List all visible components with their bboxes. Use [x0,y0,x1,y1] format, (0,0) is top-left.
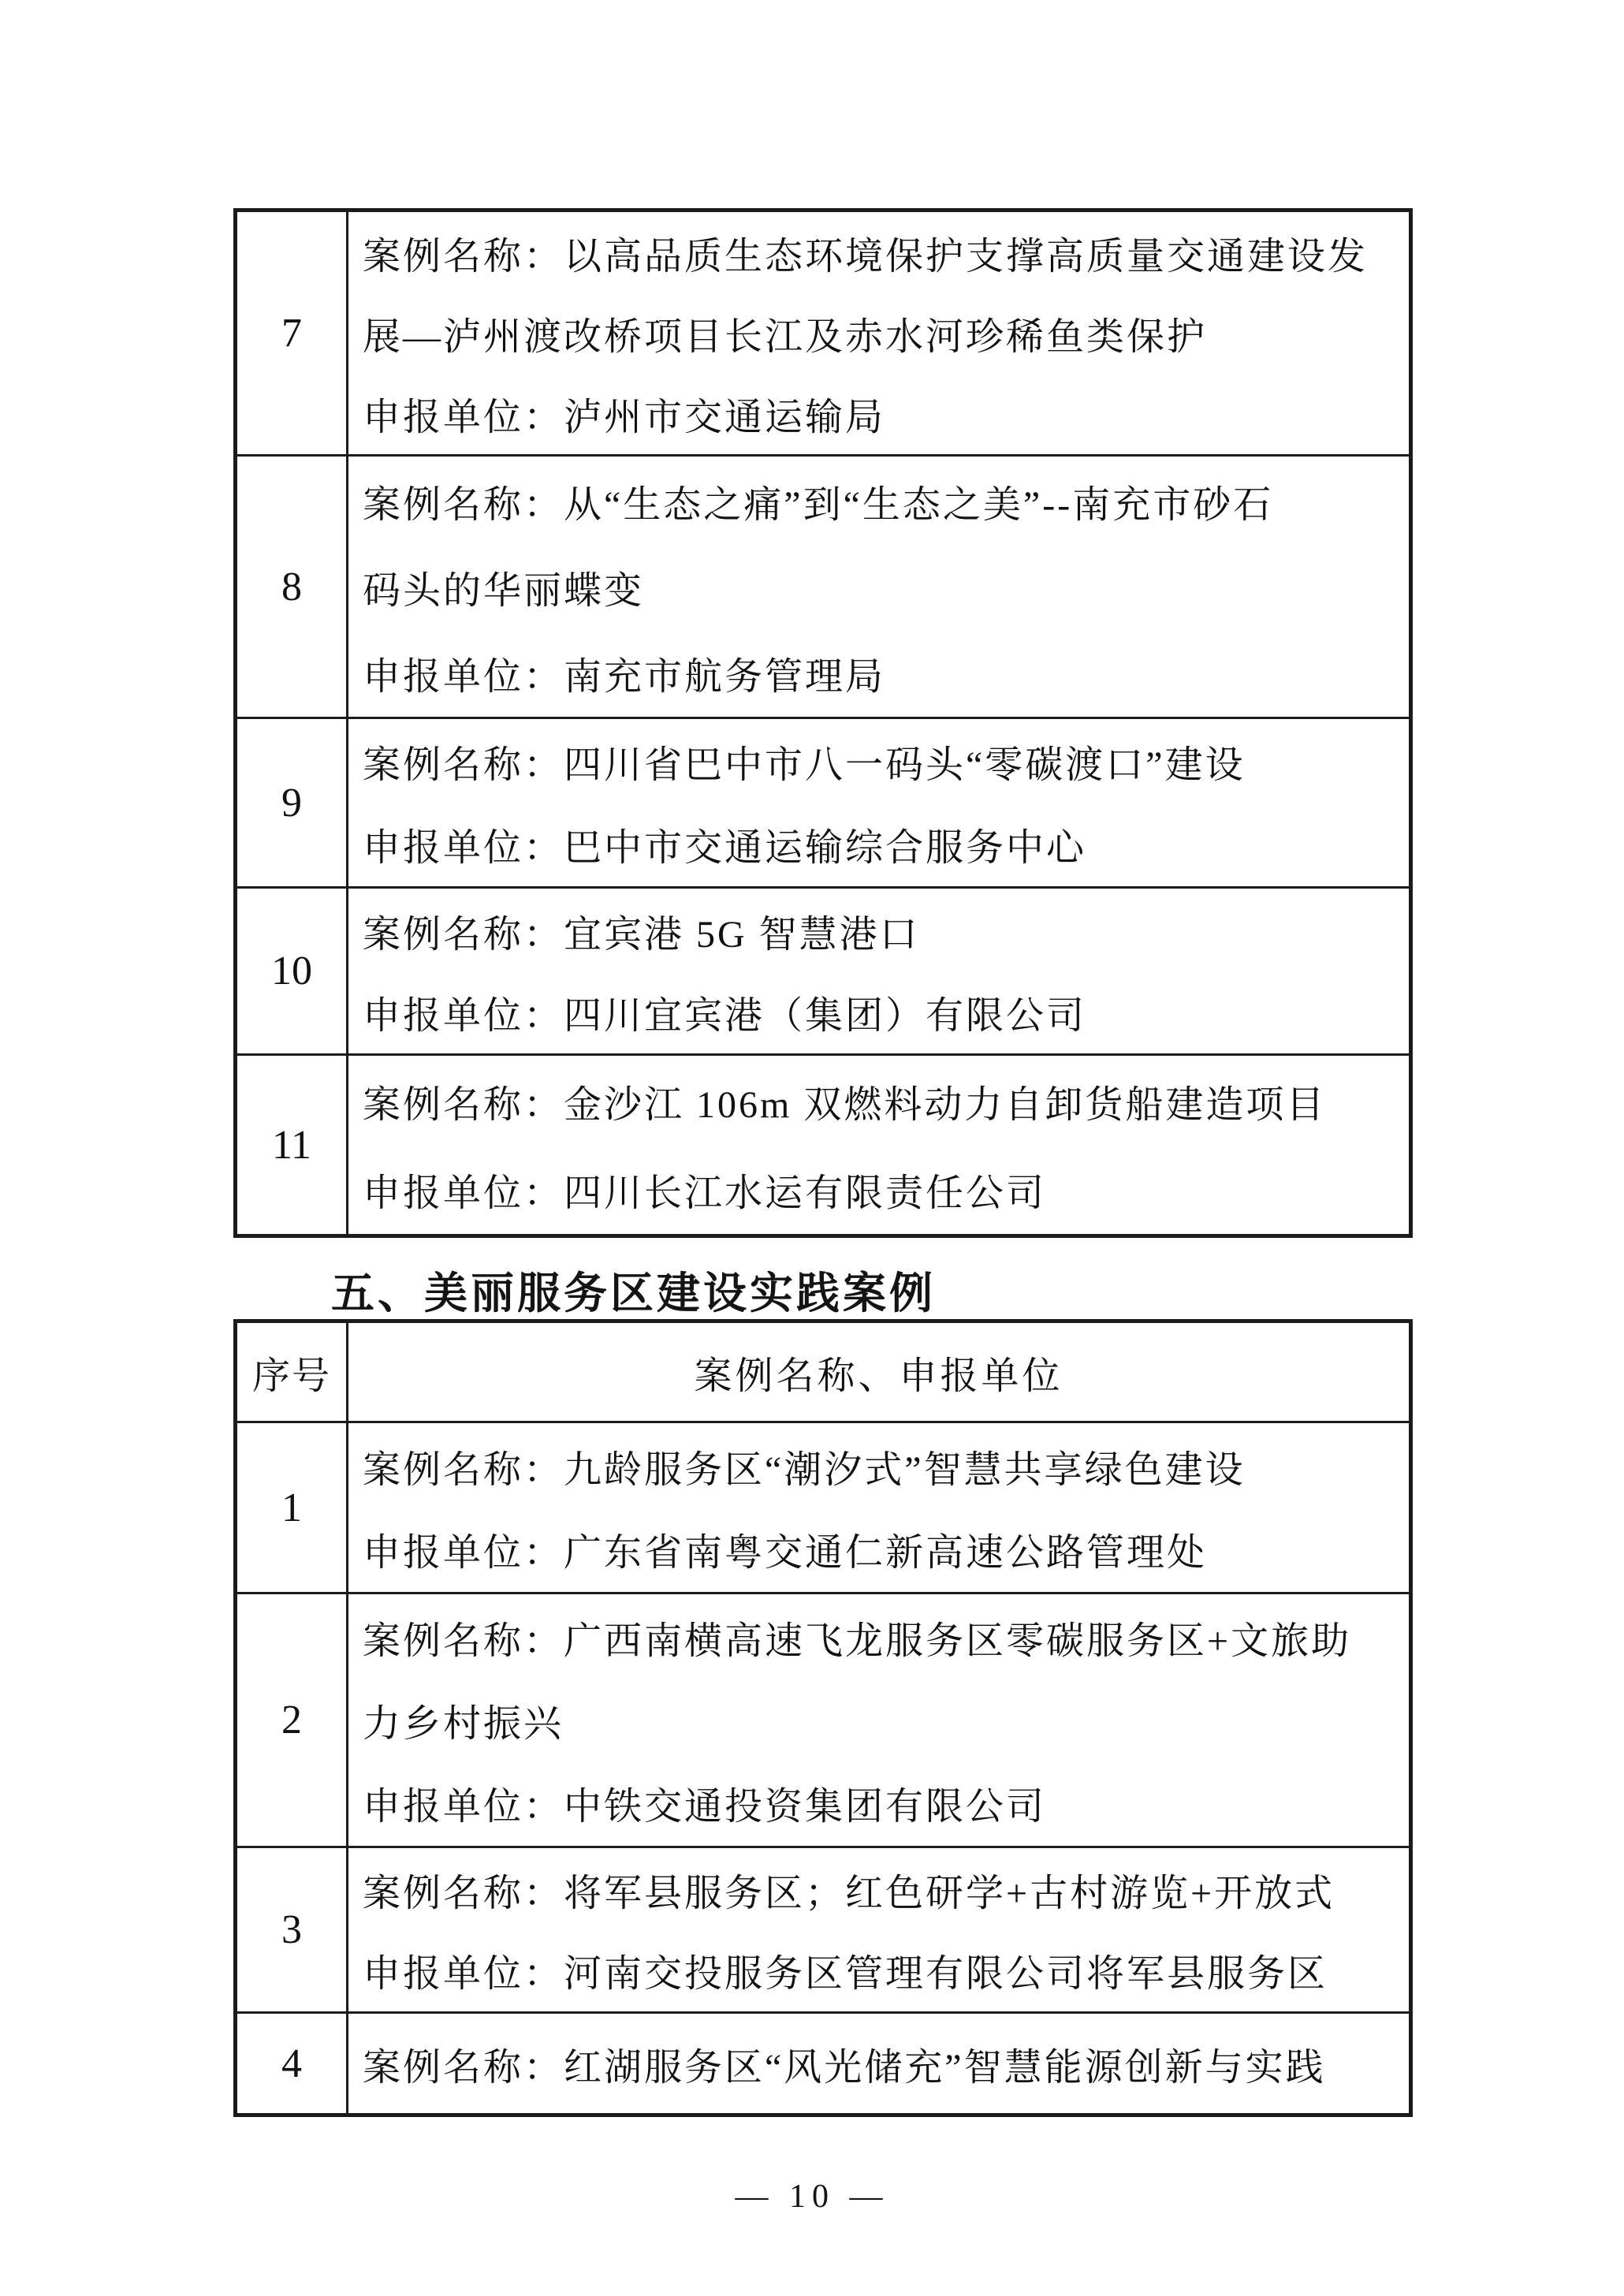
service-area-cases-table [233,1319,1413,2117]
case-text-line: 案例名称：从“生态之痛”到“生态之美”--南充市砂石 [363,483,1274,526]
case-text-line: 申报单位：河南交投服务区管理有限公司将军县服务区 [363,1953,1328,1995]
case-content-cell [348,211,1411,456]
case-number-cell: 7 [236,211,348,456]
case-number-cell: 11 [236,1055,348,1236]
section-heading: 五、美丽服务区建设实践案例 [331,1269,937,1318]
case-content-cell [348,718,1411,888]
case-text-line: 案例名称：将军县服务区；红色研学+古村游览+开放式 [363,1873,1335,1914]
table-row [236,1847,1411,2013]
case-text-block [348,1425,1409,1591]
case-content-cell [348,888,1411,1055]
case-text-line: 案例名称：九龄服务区“潮汐式”智慧共享绿色建设 [363,1448,1246,1491]
table-header-row [236,1321,1411,1422]
case-text-line: 案例名称：四川省巴中市八一码头“零碳渡口”建设 [363,744,1246,787]
table-row [236,1422,1411,1593]
case-text-block [348,1596,1409,1845]
case-text-line: 申报单位：中铁交通投资集团有限公司 [363,1786,1047,1828]
case-text-line: 力乡村振兴 [363,1702,564,1745]
case-text-line: 申报单位：巴中市交通运输综合服务中心 [363,826,1087,869]
case-number-cell: 8 [236,456,348,718]
case-content-cell [348,456,1411,718]
case-number-cell: 9 [236,718,348,888]
case-text-line: 案例名称：金沙江 106m 双燃料动力自卸货船建造项目 [363,1083,1327,1126]
case-number-cell: 4 [236,2013,348,2115]
case-text-line: 案例名称：以高品质生态环境保护支撑高质量交通建设发 [363,236,1369,278]
case-text-block [348,1057,1409,1233]
case-text-line: 案例名称：广西南横高速飞龙服务区零碳服务区+文旅助 [363,1620,1352,1662]
case-text-line: 申报单位：广东省南粤交通仁新高速公路管理处 [363,1532,1208,1575]
case-text-line: 申报单位：南充市航务管理局 [363,655,886,698]
header-col-number: 序号 [236,1321,348,1422]
table-row [236,1055,1411,1236]
case-text-line: 申报单位：泸州市交通运输局 [363,396,886,438]
case-content-cell [348,1422,1411,1593]
case-text-line: 申报单位：四川长江水运有限责任公司 [363,1172,1047,1214]
case-text-block [348,1850,1409,2011]
case-content-cell [348,1847,1411,2013]
case-text-block [348,721,1409,885]
case-text-line: 展—泸州渡改桥项目长江及赤水河珍稀鱼类保护 [363,316,1208,358]
case-content-cell [348,2013,1411,2115]
table-row [236,2013,1411,2115]
case-number-cell: 10 [236,888,348,1055]
case-number-cell: 1 [236,1422,348,1593]
case-text-line: 码头的华丽蝶变 [363,569,645,612]
table-row [236,456,1411,718]
case-content-cell [348,1593,1411,1847]
table-row [236,211,1411,456]
case-number-cell: 2 [236,1593,348,1847]
case-text-line: 申报单位：四川宜宾港（集团）有限公司 [363,994,1087,1037]
case-text-line: 案例名称：宜宾港 5G 智慧港口 [363,913,920,956]
case-content-cell [348,1055,1411,1236]
table-row [236,718,1411,888]
case-text-line: 案例名称：红湖服务区“风光储充”智慧能源创新与实践 [363,2046,1326,2089]
case-number-cell: 3 [236,1847,348,2013]
page-number: — 10 — [735,2179,889,2215]
case-text-block [348,458,1409,716]
table-row [236,888,1411,1055]
green-transport-cases-table-continued [233,208,1413,1238]
case-text-block [348,890,1409,1053]
case-text-block [348,213,1409,453]
case-text-block [348,2015,1409,2112]
header-col-title: 案例名称、申报单位 [348,1321,1411,1422]
table-row [236,1593,1411,1847]
